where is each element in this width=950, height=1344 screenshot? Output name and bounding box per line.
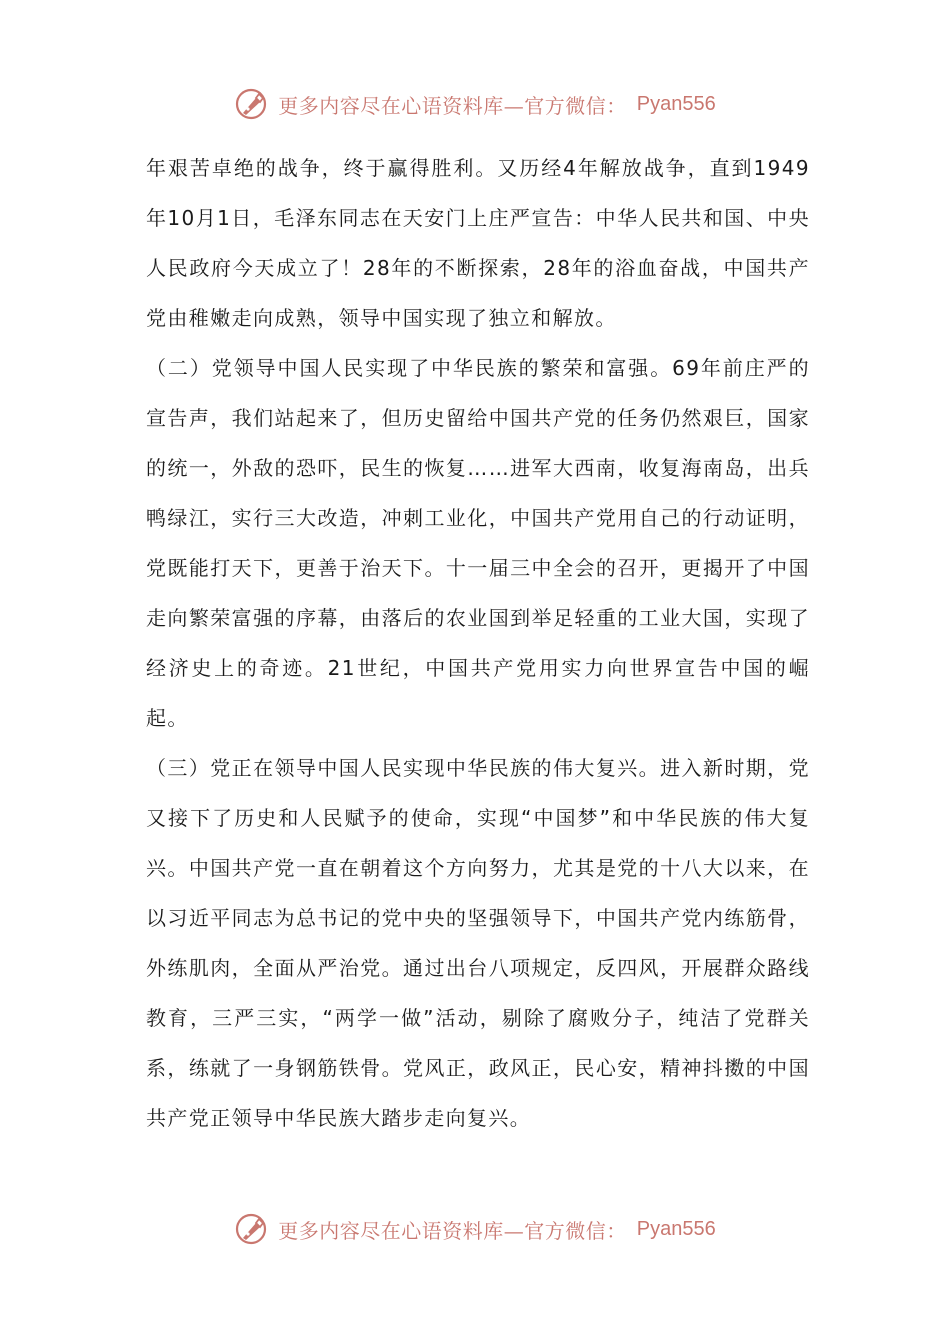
paragraph-3: （三）党正在领导中国人民实现中华民族的伟大复兴。进入新时期，党又接下了历史和人民赋予的使命，实现“中国梦”和中华民族的伟大复兴。中国共产党一直在朝着这个方向努力，尤其是党的十八大以来，在以习近平同志为总书记的党中央的坚强领导下，中国共产党内练筋骨，外练肌肉，全面从严治党。通过出台八项规定，反四风，开展群众路线教育，三严三实，“两学一做”活动，剔除了腐败分子，纯洁了党群关系，练就了一身钢筋铁骨。党风正，政风正，民心安，精神抖擞的中国共产党正领导中华民族大踏步走向复兴。 — [146, 756, 810, 1130]
header-banner-text: 更多内容尽在心语资料库—官方微信： — [278, 93, 627, 118]
pen-nib-logo-icon — [234, 1212, 268, 1246]
footer-wechat-id: Pyan556 — [636, 1217, 716, 1240]
footer-banner-text: 更多内容尽在心语资料库—官方微信： — [278, 1218, 627, 1243]
paragraph-2: （二）党领导中国人民实现了中华民族的繁荣和富强。69年前庄严的宣告声，我们站起来了，但历史留给中国共产党的任务仍然艰巨，国家的统一，外敌的恐吓，民生的恢复……进军大西南，收复海南岛，出兵鸭绿江，实行三大改造，冲刺工业化，中国共产党用自己的行动证明，党既能打天下，更善于治天下。十一届三中全会的召开，更揭开了中国走向繁荣富强的序幕，由落后的农业国到举足轻重的工业大国，实现了经济史上的奇迹。21世纪，中国共产党用实力向世界宣告中国的崛起。 — [146, 356, 810, 730]
paragraph-1: 年艰苦卓绝的战争，终于赢得胜利。又历经4年解放战争，直到1949年10月1日，毛泽东同志在天安门上庄严宣告：中华人民共和国、中央人民政府今天成立了！28年的不断探索，28年的浴血奋战，中国共产党由稚嫩走向成熟，领导中国实现了独立和解放。 — [146, 156, 810, 330]
footer-banner — [0, 1205, 950, 1253]
header-wechat-id: Pyan556 — [636, 92, 716, 115]
document-body — [146, 143, 810, 1143]
header-banner — [0, 80, 950, 128]
pen-nib-logo-icon — [234, 87, 268, 121]
